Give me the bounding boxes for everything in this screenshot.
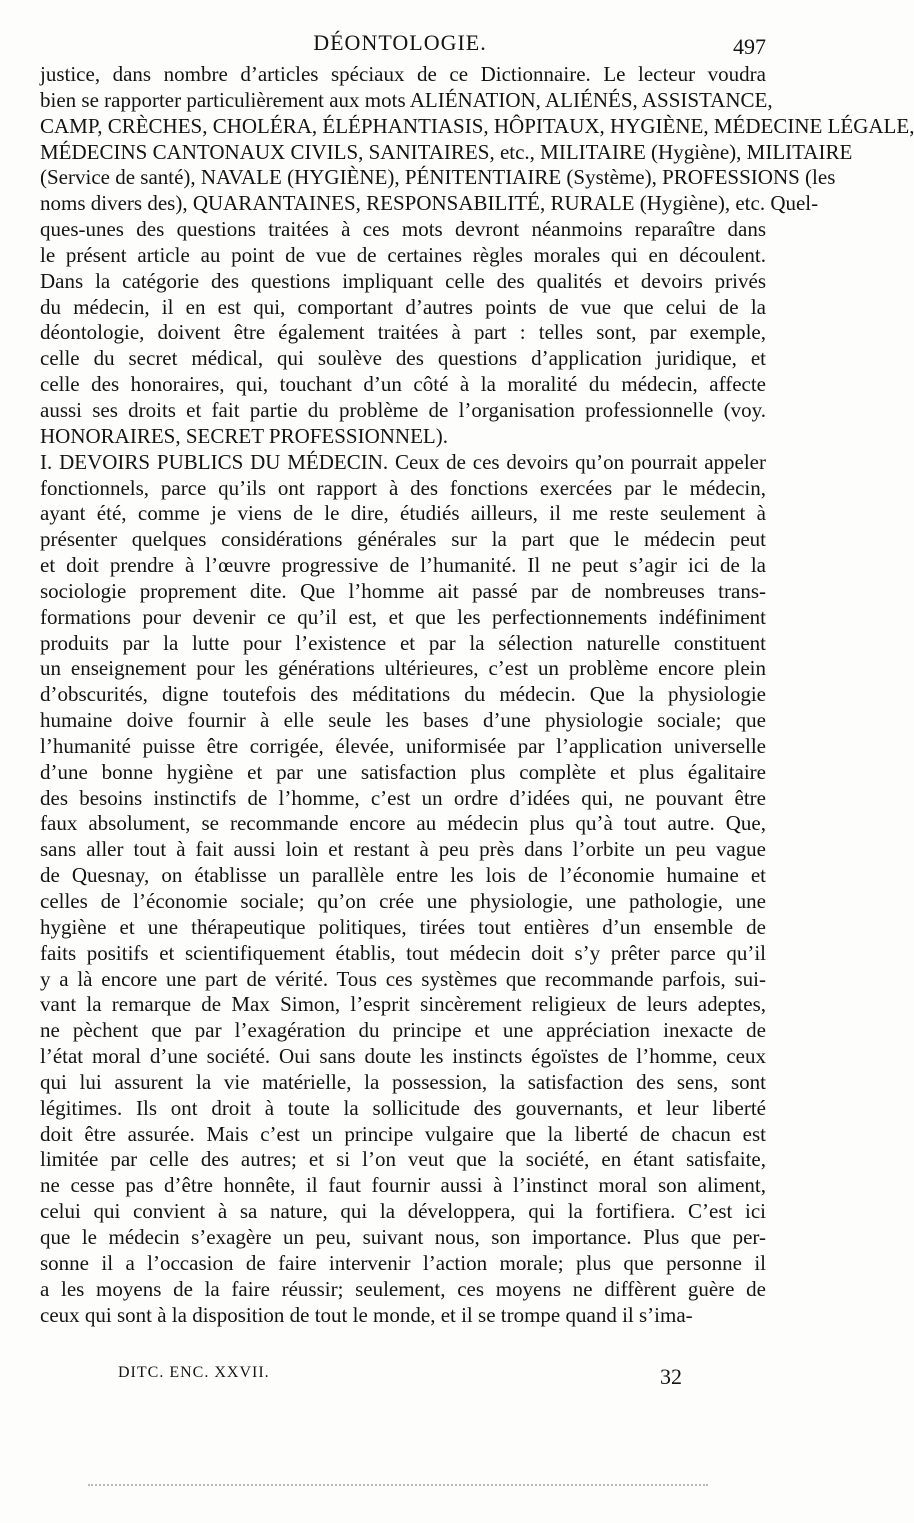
text-line: celle du secret médical, qui soulève des questions d’application juridique, et: [40, 346, 766, 371]
text-line: faux absolument, se recommande encore au médecin plus qu’à tout autre. Que,: [40, 811, 766, 836]
text-line: qui lui assurent la vie matérielle, la possession, la satisfaction des sens, sont: [40, 1069, 766, 1094]
text-line: hygiène et une thérapeutique politiques, tirées tout entières d’un ensemble de: [40, 914, 766, 939]
text-line: bien se rapporter particulièrement aux mots ALIÉNATION, ALIÉNÉS, ASSISTANCE,: [40, 87, 773, 112]
text-line: d’une bonne hygiène et par une satisfaction plus complète et plus égalitaire: [40, 759, 766, 784]
text-line: aussi ses droits et fait partie du problème de l’organisation professionnelle (voy.: [40, 397, 766, 422]
text-line: l’humanité puisse être corrigée, élevée, uniformisée par l’application universelle: [40, 733, 766, 758]
text-line: légitimes. Ils ont droit à toute la sollicitude des gouvernants, et leur liberté: [40, 1095, 766, 1120]
text-line: sonne il a l’occasion de faire intervenir l’action morale; plus que personne il: [40, 1250, 766, 1275]
text-line: déontologie, doivent être également traitées à part : telles sont, par exemple,: [40, 320, 766, 345]
text-line: faits positifs et scientifiquement établis, tout médecin doit s’y prêter parce qu’il: [40, 940, 766, 965]
text-line: MÉDECINS CANTONAUX CIVILS, SANITAIRES, etc., MILITAIRE (Hygiène), MILITAIRE: [40, 139, 853, 164]
text-line: humaine doive fournir à elle seule les bases d’une physiologie sociale; que: [40, 708, 766, 733]
text-line: vant la remarque de Max Simon, l’esprit sincèrement religieux de leurs adeptes,: [40, 992, 766, 1017]
text-line: I. DEVOIRS PUBLICS DU MÉDECIN. Ceux de ces devoirs qu’on pourrait appeler: [40, 449, 766, 474]
text-line: celui qui convient à sa nature, qui la développera, qui la fortifiera. C’est ici: [40, 1199, 766, 1224]
text-line: de Quesnay, on établisse un parallèle entre les lois de l’économie humaine et: [40, 863, 766, 888]
page-number: 497: [733, 34, 766, 59]
text-line: fonctionnels, parce qu’ils ont rapport à des fonctions exercées par le médecin,: [40, 475, 766, 500]
text-line: ne pèchent que par l’exagération du principe et une appréciation inexacte de: [40, 1018, 766, 1043]
text-line: le présent article au point de vue de certaines règles morales qui en découlent.: [40, 242, 766, 267]
text-line: ceux qui sont à la disposition de tout le monde, et il se trompe quand il s’ima-: [40, 1302, 693, 1327]
text-line: Dans la catégorie des questions impliquant celle des qualités et devoirs privés: [40, 268, 766, 293]
text-line: du médecin, il en est qui, comportant d’autres points de vue que celui de la: [40, 294, 766, 319]
text-line: ques-unes des questions traitées à ces mots devront néanmoins reparaître dans: [40, 217, 766, 242]
text-line: noms divers des), QUARANTAINES, RESPONSABILITÉ, RURALE (Hygiène), etc. Quel-: [40, 191, 819, 216]
text-line: produits par la lutte pour l’existence et par la sélection naturelle constituent: [40, 630, 766, 655]
text-line: doit être assurée. Mais c’est un principe vulgaire que la liberté de chacun est: [40, 1121, 766, 1146]
bottom-rule: [88, 1484, 708, 1486]
text-line: d’obscurités, digne toutefois des méditations du médecin. Que la physiologie: [40, 682, 766, 707]
text-line: CAMP, CRÈCHES, CHOLÉRA, ÉLÉPHANTIASIS, HÔPITAUX, HYGIÈNE, MÉDECINE LÉGALE,: [40, 113, 914, 138]
printer-signature: DITC. ENC. XXVII.: [118, 1364, 270, 1381]
text-line: présenter quelques considérations générales sur la part que le médecin peut: [40, 527, 766, 552]
text-line: sans aller tout à fait aussi loin et restant à peu près dans l’orbite un peu vague: [40, 837, 766, 862]
text-line: formations pour devenir ce qu’il est, et que les perfectionnements indéfiniment: [40, 604, 766, 629]
running-head: [0, 30, 800, 60]
signature-number: 32: [660, 1364, 682, 1389]
text-line: y a là encore une part de vérité. Tous ces systèmes que recommande parfois, sui-: [40, 966, 766, 991]
running-title: DÉONTOLOGIE.: [313, 30, 487, 55]
text-line: a les moyens de la faire réussir; seulement, ces moyens ne diffèrent guère de: [40, 1276, 766, 1301]
text-line: celle des honoraires, qui, touchant d’un côté à la moralité du médecin, affecte: [40, 372, 766, 397]
text-line: un enseignement pour les générations ultérieures, c’est un problème encore plein: [40, 656, 766, 681]
text-line: limitée par celle des autres; et si l’on veut que la société, en étant satisfaite,: [40, 1147, 766, 1172]
text-line: ne cesse pas d’être honnête, il faut fournir aussi à l’instinct moral son aliment,: [40, 1173, 766, 1198]
text-line: sociologie proprement dite. Que l’homme ait passé par de nombreuses trans-: [40, 578, 766, 603]
article-body: [40, 62, 914, 1328]
text-line: des besoins instinctifs de l’homme, c’est un ordre d’idées qui, ne pouvant être: [40, 785, 766, 810]
text-line: HONORAIRES, SECRET PROFESSIONNEL).: [40, 423, 448, 448]
text-line: et doit prendre à l’œuvre progressive de l’humanité. Il ne peut s’agir ici de la: [40, 553, 766, 578]
text-line: justice, dans nombre d’articles spéciaux de ce Dictionnaire. Le lecteur voudra: [40, 62, 766, 86]
text-line: que le médecin s’exagère un peu, suivant nous, son importance. Plus que per-: [40, 1224, 766, 1249]
text-line: ayant été, comme je viens de le dire, étudiés ailleurs, il me reste seulement à: [40, 501, 766, 526]
text-line: (Service de santé), NAVALE (HYGIÈNE), PÉNITENTIAIRE (Système), PROFESSIONS (les: [40, 165, 836, 190]
text-line: l’état moral d’une société. Oui sans doute les instincts égoïstes de l’homme, ceux: [40, 1044, 766, 1069]
text-line: celles de l’économie sociale; qu’on crée une physiologie, une pathologie, une: [40, 889, 766, 913]
